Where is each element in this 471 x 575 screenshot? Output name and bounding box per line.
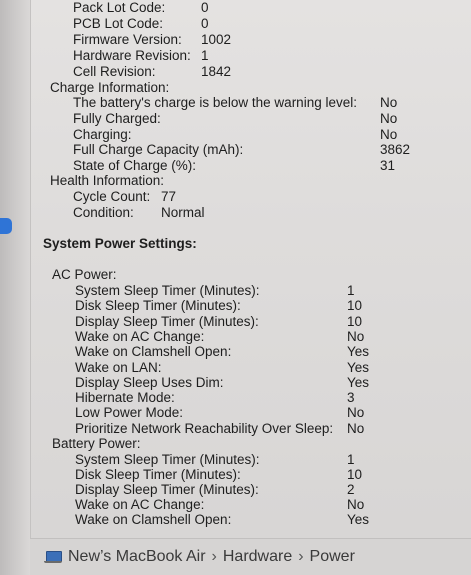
list-item (30, 111, 471, 127)
cycle-count-label: Cycle Count: (73, 189, 151, 204)
path-item[interactable]: Power (309, 548, 355, 565)
firmware-version-value: 1002 (201, 32, 232, 47)
ac-system-sleep-value: 1 (347, 283, 355, 298)
ac-disk-sleep-label: Disk Sleep Timer (Minutes): (75, 298, 241, 313)
path-bar (30, 538, 471, 575)
list-item (30, 329, 471, 345)
list-item (30, 189, 471, 205)
condition-value: Normal (161, 205, 205, 220)
section-heading (30, 80, 471, 96)
ac-display-dim-label: Display Sleep Uses Dim: (75, 375, 224, 390)
ac-disk-sleep-value: 10 (347, 298, 363, 313)
warning-level-value: No (380, 95, 398, 110)
ac-wake-ac-change-value: No (347, 329, 365, 344)
ac-display-dim-value: Yes (347, 375, 370, 390)
list-item (30, 0, 471, 16)
hardware-revision-value: 1 (201, 48, 209, 63)
section-heading (30, 267, 471, 283)
list-item (30, 512, 471, 528)
bat-wake-ac-change-value: No (347, 497, 365, 512)
pcb-lot-code-value: 0 (201, 16, 209, 31)
list-item (30, 298, 471, 314)
bat-wake-ac-change-label: Wake on AC Change: (75, 497, 205, 512)
list-item (30, 452, 471, 468)
ac-low-power-mode-value: No (347, 405, 365, 420)
list-item (30, 158, 471, 174)
list-item (30, 127, 471, 143)
bat-display-sleep-label: Display Sleep Timer (Minutes): (75, 482, 259, 497)
ac-wake-lan-value: Yes (347, 360, 370, 375)
list-item (30, 314, 471, 330)
state-of-charge-label: State of Charge (%): (73, 158, 197, 173)
bat-wake-clamshell-value: Yes (347, 512, 370, 527)
hardware-revision-label: Hardware Revision: (73, 48, 191, 63)
list-item (30, 360, 471, 376)
pcb-lot-code-label: PCB Lot Code: (73, 16, 164, 31)
list-item (30, 482, 471, 498)
ac-low-power-mode-label: Low Power Mode: (75, 405, 184, 420)
ac-wake-clamshell-value: Yes (347, 344, 370, 359)
list-item (30, 16, 471, 32)
fully-charged-value: No (380, 111, 398, 126)
chevron-right-icon: › (211, 548, 217, 565)
list-item (30, 205, 471, 221)
list-item (30, 64, 471, 80)
cell-revision-label: Cell Revision: (73, 64, 156, 79)
system-power-settings-heading: System Power Settings: (43, 236, 197, 251)
ac-power-heading: AC Power: (52, 267, 117, 282)
ac-wake-lan-label: Wake on LAN: (75, 360, 162, 375)
pack-lot-code-value: 0 (201, 0, 209, 15)
warning-level-label: The battery's charge is below the warning level: (73, 95, 357, 110)
charging-value: No (380, 127, 398, 142)
ac-hibernate-mode-value: 3 (347, 390, 355, 405)
list-item (30, 95, 471, 111)
firmware-version-label: Firmware Version: (73, 32, 182, 47)
condition-label: Condition: (73, 205, 134, 220)
ac-network-reachability-value: No (347, 421, 365, 436)
list-item (30, 421, 471, 437)
section-heading (30, 173, 471, 189)
ac-wake-clamshell-label: Wake on Clamshell Open: (75, 344, 232, 359)
ac-network-reachability-label: Prioritize Network Reachability Over Sleep: (75, 421, 334, 436)
list-item (30, 467, 471, 483)
section-heading (30, 236, 471, 252)
full-charge-capacity-value: 3862 (380, 142, 411, 157)
list-item (30, 283, 471, 299)
state-of-charge-value: 31 (380, 158, 396, 173)
list-item (30, 48, 471, 64)
ac-hibernate-mode-label: Hibernate Mode: (75, 390, 175, 405)
health-information-heading: Health Information: (50, 173, 165, 188)
fully-charged-label: Fully Charged: (73, 111, 161, 126)
detail-pane (30, 0, 471, 539)
list-item (30, 142, 471, 158)
list-item (30, 32, 471, 48)
ac-wake-ac-change-label: Wake on AC Change: (75, 329, 205, 344)
ac-display-sleep-label: Display Sleep Timer (Minutes): (75, 314, 259, 329)
bat-system-sleep-value: 1 (347, 452, 355, 467)
list-item (30, 375, 471, 391)
ac-display-sleep-value: 10 (347, 314, 363, 329)
cell-revision-value: 1842 (201, 64, 232, 79)
section-heading (30, 436, 471, 452)
bat-wake-clamshell-label: Wake on Clamshell Open: (75, 512, 232, 527)
charging-label: Charging: (73, 127, 132, 142)
battery-power-heading: Battery Power: (52, 436, 141, 451)
pack-lot-code-label: Pack Lot Code: (73, 0, 166, 15)
full-charge-capacity-label: Full Charge Capacity (mAh): (73, 142, 244, 157)
ac-system-sleep-label: System Sleep Timer (Minutes): (75, 283, 260, 298)
path-section[interactable]: Hardware (222, 548, 293, 565)
bat-disk-sleep-value: 10 (347, 467, 363, 482)
list-item (30, 344, 471, 360)
list-item (30, 405, 471, 421)
laptop-icon (44, 551, 62, 563)
list-item (30, 497, 471, 513)
chevron-right-icon: › (298, 548, 304, 565)
bat-display-sleep-value: 2 (347, 482, 355, 497)
sidebar-edge (0, 0, 31, 575)
cycle-count-value: 77 (161, 189, 177, 204)
bat-system-sleep-label: System Sleep Timer (Minutes): (75, 452, 260, 467)
bat-disk-sleep-label: Disk Sleep Timer (Minutes): (75, 467, 241, 482)
list-item (30, 390, 471, 406)
charge-information-heading: Charge Information: (50, 80, 170, 95)
path-device[interactable]: New’s MacBook Air (68, 548, 206, 565)
sidebar-selection-indicator[interactable] (0, 218, 12, 234)
